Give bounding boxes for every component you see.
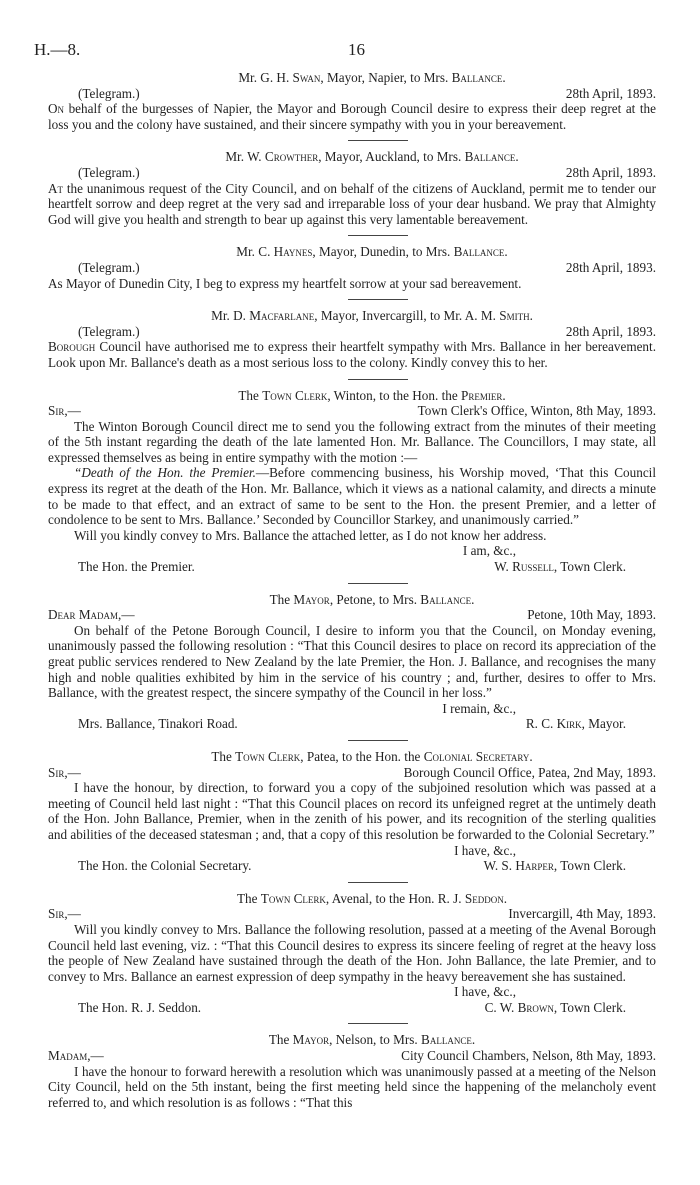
letter-body: I have the honour, by direction, to forward you a copy of the subjoined resolution which was passed at a meeting of Council held last night : “That this Council places on record its unfeigned regret at the untimely death of the Hon. John Ballance, Premier, when in the zenith of his power, and its recognition of the sterling qualities and abilities of the deceased statesman ; and, that a copy of this resolution be forwarded to the Colonial Secretary.” xyxy=(48,780,656,842)
letter-haynes xyxy=(48,244,656,291)
letter-patea xyxy=(48,749,656,874)
letter-winton xyxy=(48,388,656,575)
letter-meta: (Telegram.) 28th April, 1893. xyxy=(78,259,656,275)
letter-meta: (Telegram.) 28th April, 1893. xyxy=(78,85,656,101)
letter-body: As Mayor of Dunedin City, I beg to express my heartfelt sorrow at your sad bereavement. xyxy=(48,275,522,291)
letter-avenal xyxy=(48,891,656,1016)
letter-signoff: The Hon. R. J. Seddon. C. W. Brown, Town Clerk. xyxy=(78,999,626,1015)
letter-meta: Sir,— Town Clerk's Office, Winton, 8th May, 1893. xyxy=(48,403,656,419)
divider xyxy=(348,1023,408,1024)
letter-body: Borough Council have authorised me to express their heartfelt sympathy with Mrs. Ballance in her bereavement. Look upon Mr. Ballance's death as a most serious loss to the colony. Kindly convey this to her. xyxy=(48,339,656,370)
letter-heading: The Town Clerk, Avenal, to the Hon. R. J. Seddon. xyxy=(236,890,508,906)
letter-body: Will you kindly convey to Mrs. Ballance the attached letter, as I do not know her address. xyxy=(74,527,547,543)
letter-body: On behalf of the burgesses of Napier, the Mayor and Borough Council desire to express their deep regret at the loss you and the colony have sustained, and their sincere sympathy with you in your bereavement. xyxy=(48,101,656,132)
letter-body: I have the honour to forward herewith a resolution which was unanimously passed at a meeting of the Nelson City Council, held on the 5th instant, being the first meeting held since the happening of the melancholy event referred to, and which resolution is as follows : “That this xyxy=(48,1063,656,1110)
letter-macfarlane xyxy=(48,308,656,370)
letter-body: At the unanimous request of the City Council, and on behalf of the citizens of Auckland, permit me to tender our heartfelt sorrow and deep regret at the very sad and irreparable loss of your dear husband. We pray that Almighty God will give you health and strength to bear up against this very lamentable bereavement. xyxy=(48,180,656,227)
letter-heading: The Town Clerk, Patea, to the Hon. the Colonial Secretary. xyxy=(211,748,533,764)
divider xyxy=(348,740,408,741)
divider xyxy=(348,583,408,584)
letter-heading: Mr. D. Macfarlane, Mayor, Invercargill, to Mr. A. M. Smith. xyxy=(211,308,533,324)
letter-heading: Mr. G. H. Swan, Mayor, Napier, to Mrs. Ballance. xyxy=(238,70,506,85)
page-number: 16 xyxy=(348,40,365,59)
divider xyxy=(348,235,408,236)
letter-nelson xyxy=(48,1032,656,1110)
letter-body: Will you kindly convey to Mrs. Ballance the following resolution, passed at a meeting of the Avenal Borough Council held last evening, viz. : “That this Council desires to express its sincere feeling of regret at the heavy loss the people of New Zealand have sustained through the death of the Hon. John Ballance, the late Premier, and to convey to Mrs. Ballance an earnest expression of deep sympathy in the heavy bereavement she has sustained. xyxy=(48,921,656,984)
divider xyxy=(348,299,408,300)
quoted-resolution: “Death of the Hon. the Premier.—Before commencing business, his Worship moved, ‘That this Council express its regret at the death of the Hon. Mr. Ballance, which it views as a national calamity, and directs a minute to be made to that effect, and an extract of same to be sent to the Hon. the present Premier, and a letter of condolence to be sent to Mrs. Ballance.’ Seconded by Councillor Starkey, and unanimously carried.” xyxy=(48,465,657,528)
letter-heading: The Mayor, Petone, to Mrs. Ballance. xyxy=(269,591,475,607)
document-code: H.—8. xyxy=(34,40,81,59)
divider xyxy=(348,140,408,141)
divider xyxy=(348,882,408,883)
divider xyxy=(348,379,408,380)
document-body xyxy=(48,70,656,1110)
letter-heading: The Town Clerk, Winton, to the Hon. the Premier. xyxy=(238,387,506,403)
letter-meta: Sir,— Borough Council Office, Patea, 2nd May, 1893. xyxy=(48,764,656,780)
letter-closing: I am, &c., xyxy=(462,543,516,559)
letter-meta: (Telegram.) 28th April, 1893. xyxy=(78,164,656,180)
letter-body: The Winton Borough Council direct me to send you the following extract from the minutes of their meeting of the 5th instant regarding the death of the late lamented Hon. Mr. Ballance. The Councillors, I may state, all expressed themselves as being in entire sympathy with the motion :— xyxy=(48,418,656,465)
letter-signoff: The Hon. the Premier. W. Russell, Town Clerk. xyxy=(78,559,626,575)
letter-meta: Madam,— City Council Chambers, Nelson, 8th May, 1893. xyxy=(48,1048,656,1064)
letter-swan xyxy=(48,70,656,132)
letter-meta: Sir,— Invercargill, 4th May, 1893. xyxy=(48,906,656,922)
letter-signoff: The Hon. the Colonial Secretary. W. S. Harper, Town Clerk. xyxy=(78,858,626,874)
letter-closing: I have, &c., xyxy=(454,842,516,858)
letter-heading: Mr. W. Crowther, Mayor, Auckland, to Mrs. Ballance. xyxy=(225,149,519,165)
letter-meta: Dear Madam,— Petone, 10th May, 1893. xyxy=(48,607,656,623)
letter-heading: The Mayor, Nelson, to Mrs. Ballance. xyxy=(268,1032,476,1048)
letter-crowther xyxy=(48,149,656,227)
letter-body: On behalf of the Petone Borough Council, I desire to inform you that the Council, on Monday evening, unanimously passed the following resolution : “That this Council desires to place on record its appreciation of the great public services rendered to New Zealand by the late Premier, the Hon. J. Ballance, and recognises the many high and noble qualities exhibited by him in the service of his country ; and, further, desires to offer to Mrs. Ballance, with the greatest respect, the sincere sympathy of the Council in her loss.” xyxy=(48,622,656,701)
letter-closing: I remain, &c., xyxy=(442,700,516,716)
letter-meta: (Telegram.) 28th April, 1893. xyxy=(78,323,656,339)
letter-closing: I have, &c., xyxy=(454,984,516,1000)
letter-signoff: Mrs. Ballance, Tinakori Road. R. C. Kirk, Mayor. xyxy=(78,716,626,732)
letter-petone xyxy=(48,592,656,732)
letter-heading: Mr. C. Haynes, Mayor, Dunedin, to Mrs. Ballance. xyxy=(236,244,508,260)
